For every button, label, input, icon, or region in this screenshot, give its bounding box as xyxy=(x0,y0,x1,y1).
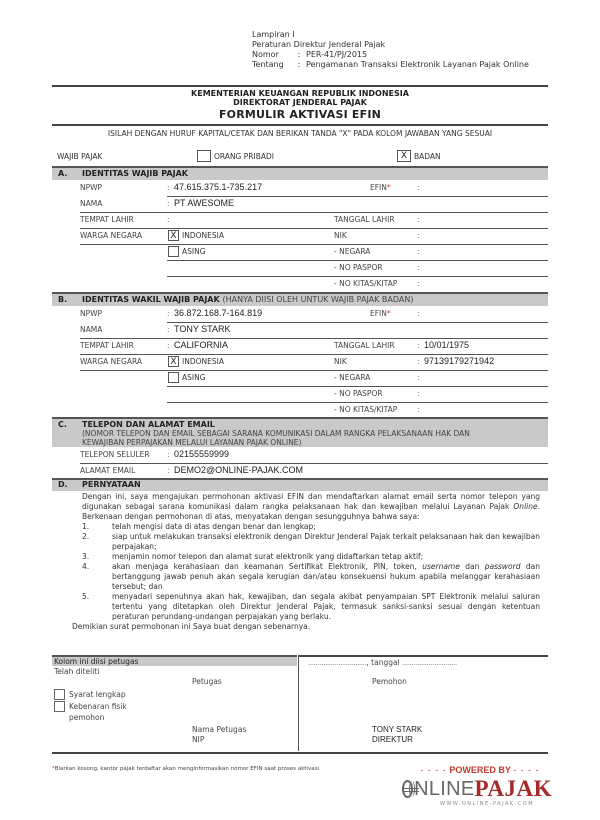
b-tempat-lahir-row: TEMPAT LAHIR : CALIFORNIA TANGGAL LAHIR : 10/01/1975 xyxy=(80,340,470,350)
badan-label: BADAN xyxy=(414,151,441,161)
form-title: FORMULIR AKTIVASI EFIN xyxy=(218,108,382,121)
orang-pribadi-label: ORANG PRIBADI xyxy=(214,151,274,161)
b-kitas-row: - NO KITAS/KITAP : xyxy=(334,405,420,414)
declaration-item: 5. menyadari sepenuhnya akan hak, kewajiban, dan segala akibat penyampaian SPT Elektronik melalui saluran tertentu yang ditetapkan oleh Direktur Jenderal Pajak, termasuk sanksi-sanksi sesuai dengan ketentuan peraturan perundang-undangan perpajakan yang berlaku. xyxy=(82,592,540,621)
globe-icon xyxy=(402,780,413,798)
a-asing-row: ASING - NEGARA : xyxy=(52,245,548,259)
b-paspor-row: - NO PASPOR : xyxy=(334,389,420,398)
directorate-title: DIREKTORAT JENDERAL PAJAK xyxy=(233,98,367,107)
syarat-lengkap-checkbox[interactable] xyxy=(54,689,65,700)
declaration-item: 2. siap untuk melakukan transaksi elektronik dengan Direktur Jenderal Pajak terkait pelaksanaan hak dan kewajiban perpajakan; xyxy=(82,532,540,551)
nama-petugas-label: Nama Petugas xyxy=(192,725,247,734)
a-kitas-row: - NO KITAS/KITAP : xyxy=(334,279,420,288)
ministry-title: KEMENTERIAN KEUANGAN REPUBLIK INDONESIA xyxy=(191,89,409,98)
b-asing-checkbox[interactable] xyxy=(168,372,179,383)
a-npwp-field[interactable]: 47.615.375.1-735.217 xyxy=(174,182,263,192)
declaration-list xyxy=(82,522,540,622)
a-paspor-row: - NO PASPOR : xyxy=(334,263,420,272)
b-tempat-lahir-field[interactable]: CALIFORNIA xyxy=(174,340,229,350)
tentang-label: Tentang xyxy=(252,60,284,69)
place-date-line[interactable]: ..............................., tanggal ............................. xyxy=(308,658,457,667)
divider xyxy=(52,124,548,126)
lampiran-title: Lampiran I xyxy=(252,30,295,39)
b-warga-negara-row: WARGA NEGARA X INDONESIA NIK : 97139179271942 xyxy=(80,356,495,367)
badan-checkbox[interactable]: X xyxy=(397,150,411,162)
b-npwp-row: NPWP : 36.872.168.7-164.819 EFIN* : xyxy=(80,308,420,318)
a-nama-field[interactable]: PT AWESOME xyxy=(174,198,235,208)
declaration-item: 4. akan menjaga kerahasiaan dan keamanan Sertifikat Elektronik, PIN, token, username dan password dan bertanggung jawab penuh akan segala kerugian dan/atau konsekuensi hukum apabila melanggar kerahasiaan tersebut; dan xyxy=(82,562,540,591)
declaration-closing: Demikian surat permohonan ini Saya buat dengan sebenarnya. xyxy=(72,622,311,631)
section-b-title: IDENTITAS WAKIL WAJIB PAJAK xyxy=(82,295,220,304)
b-nama-field[interactable]: TONY STARK xyxy=(174,324,231,334)
pemohon-label: Pemohon xyxy=(372,677,407,686)
a-warga-negara-row: WARGA NEGARA X INDONESIA NIK : xyxy=(80,231,420,241)
efin-footnote: *Biarkan kosong, kantor pajak terdaftar akan menginformasikan nomor EFIN saat proses aktivasi. xyxy=(52,766,321,772)
section-a-title: IDENTITAS WAJIB PAJAK xyxy=(82,169,188,178)
nomor-value: PER-41/PJ/2015 xyxy=(306,50,368,59)
section-d-header: D. PERNYATAAN xyxy=(52,478,548,491)
a-tempat-lahir-row: TEMPAT LAHIR : TANGGAL LAHIR : xyxy=(80,215,420,224)
b-nama-row: NAMA : TONY STARK xyxy=(80,324,231,334)
section-c-note: (NOMOR TELEPON DAN EMAIL SEBAGAI SARANA KOMUNIKASI DALAM RANGKA PELAKSANAAN HAK DAN KEWAJIBAN PERPAJAKAN MELALUI LAYANAN PAJAK ONLINE) xyxy=(82,429,470,447)
nomor-label: Nomor xyxy=(252,50,279,59)
telah-diteliti-label: Telah diteliti xyxy=(54,667,100,676)
signature-area: Kolom ini diisi petugas Telah diteliti Petugas Syarat lengkap Kebenaran fisik pemohon Nama Petugas NIP ..............................., tanggal ............................. Pemohon TONY STARK DIREKTUR xyxy=(52,655,548,751)
b-asing-row: ASING - NEGARA : xyxy=(52,371,548,385)
form-instruction: ISILAH DENGAN HURUF KAPITAL/CETAK DAN BERIKAN TANDA "X" PADA KOLOM JAWABAN YANG SESUAI xyxy=(107,129,493,138)
signer-name: TONY STARK xyxy=(372,725,423,734)
a-nama-row: NAMA : PT AWESOME xyxy=(80,198,235,208)
kebenaran-fisik-checkbox[interactable] xyxy=(54,701,65,712)
a-indonesia-checkbox[interactable]: X xyxy=(168,230,179,241)
taxpayer-type-row xyxy=(57,150,547,164)
email-field[interactable]: DEMO2@ONLINE-PAJAK.COM xyxy=(174,465,303,475)
a-asing-checkbox[interactable] xyxy=(168,246,179,257)
declaration-item: 3. menjamin nomor telepon dan alamat surat elektronik yang didaftarkan tetap aktif; xyxy=(82,552,424,561)
a-npwp-row: NPWP : 47.615.375.1-735.217 EFIN* : xyxy=(80,182,420,192)
b-nik-field[interactable]: 97139179271942 xyxy=(424,356,495,366)
section-b-note: (HANYA DIISI OLEH UNTUK WAJIB PAJAK BADAN) xyxy=(222,295,414,304)
declaration-text xyxy=(72,492,540,632)
divider xyxy=(52,752,548,754)
nip-label: NIP xyxy=(192,735,205,744)
signer-title: DIREKTUR xyxy=(372,735,413,744)
telepon-field[interactable]: 02155559999 xyxy=(174,449,230,459)
section-c-header: C. TELEPON DAN ALAMAT EMAIL (NOMOR TELEPON DAN EMAIL SEBAGAI SARANA KOMUNIKASI DALAM RANGKA PELAKSANAAN HAK DAN KEWAJIBAN PERPAJAKAN MELALUI LAYANAN PAJAK ONLINE) xyxy=(52,417,548,447)
onlinepajak-logo: NLINE PAJAK xyxy=(402,777,552,801)
email-row: ALAMAT EMAIL : DEMO2@ONLINE-PAJAK.COM xyxy=(80,465,303,475)
taxpayer-type-label: WAJIB PAJAK xyxy=(57,152,103,161)
syarat-lengkap-label: Syarat lengkap xyxy=(69,690,126,699)
divider xyxy=(52,85,548,87)
section-c-title: TELEPON DAN ALAMAT EMAIL xyxy=(82,420,215,429)
declaration-intro: Dengan ini, saya mengajukan permohonan aktivasi EFIN dan mendaftarkan alamat email serta nomor telepon yang digunakan sebagai sarana komunikasi dalam rangka pelaksanaan hak dan kewajiban melalui Layanan Pajak Online. Berkenaan dengan permohonan di atas, menyatakan dengan sesungguhnya bahwa saya: xyxy=(82,492,540,521)
declaration-item: 1. telah mengisi data di atas dengan benar dan lengkap; xyxy=(82,522,316,531)
b-indonesia-checkbox[interactable]: X xyxy=(168,356,179,367)
petugas-column-header: Kolom ini diisi petugas xyxy=(52,655,297,666)
website-url: WWW.ONLINE-PAJAK.COM xyxy=(440,801,535,807)
powered-by: - - - - POWERED BY - - - - xyxy=(420,765,540,775)
tentang-value: Pengamanan Transaksi Elektronik Layanan Pajak Online xyxy=(306,60,529,69)
b-tanggal-lahir-field[interactable]: 10/01/1975 xyxy=(424,340,470,350)
lampiran-subtitle: Peraturan Direktur Jenderal Pajak xyxy=(252,40,386,49)
section-b-header: B. IDENTITAS WAKIL WAJIB PAJAK (HANYA DIISI OLEH UNTUK WAJIB PAJAK BADAN) xyxy=(52,292,548,306)
section-d-title: PERNYATAAN xyxy=(82,480,141,489)
b-npwp-field[interactable]: 36.872.168.7-164.819 xyxy=(174,308,263,318)
kebenaran-fisik-label: Kebenaran fisik xyxy=(69,702,127,711)
orang-pribadi-checkbox[interactable] xyxy=(197,150,211,162)
signature-divider xyxy=(298,655,299,751)
lampiran-block: Lampiran I Peraturan Direktur Jenderal Pajak Nomor : PER-41/PJ/2015 Tentang : Pengamanan Transaksi Elektronik Layanan Pajak Online xyxy=(252,30,529,69)
section-a-header: A. IDENTITAS WAJIB PAJAK xyxy=(52,166,548,180)
petugas-label: Petugas xyxy=(192,677,222,686)
telepon-row: TELEPON SELULER : 02155559999 xyxy=(80,449,230,459)
